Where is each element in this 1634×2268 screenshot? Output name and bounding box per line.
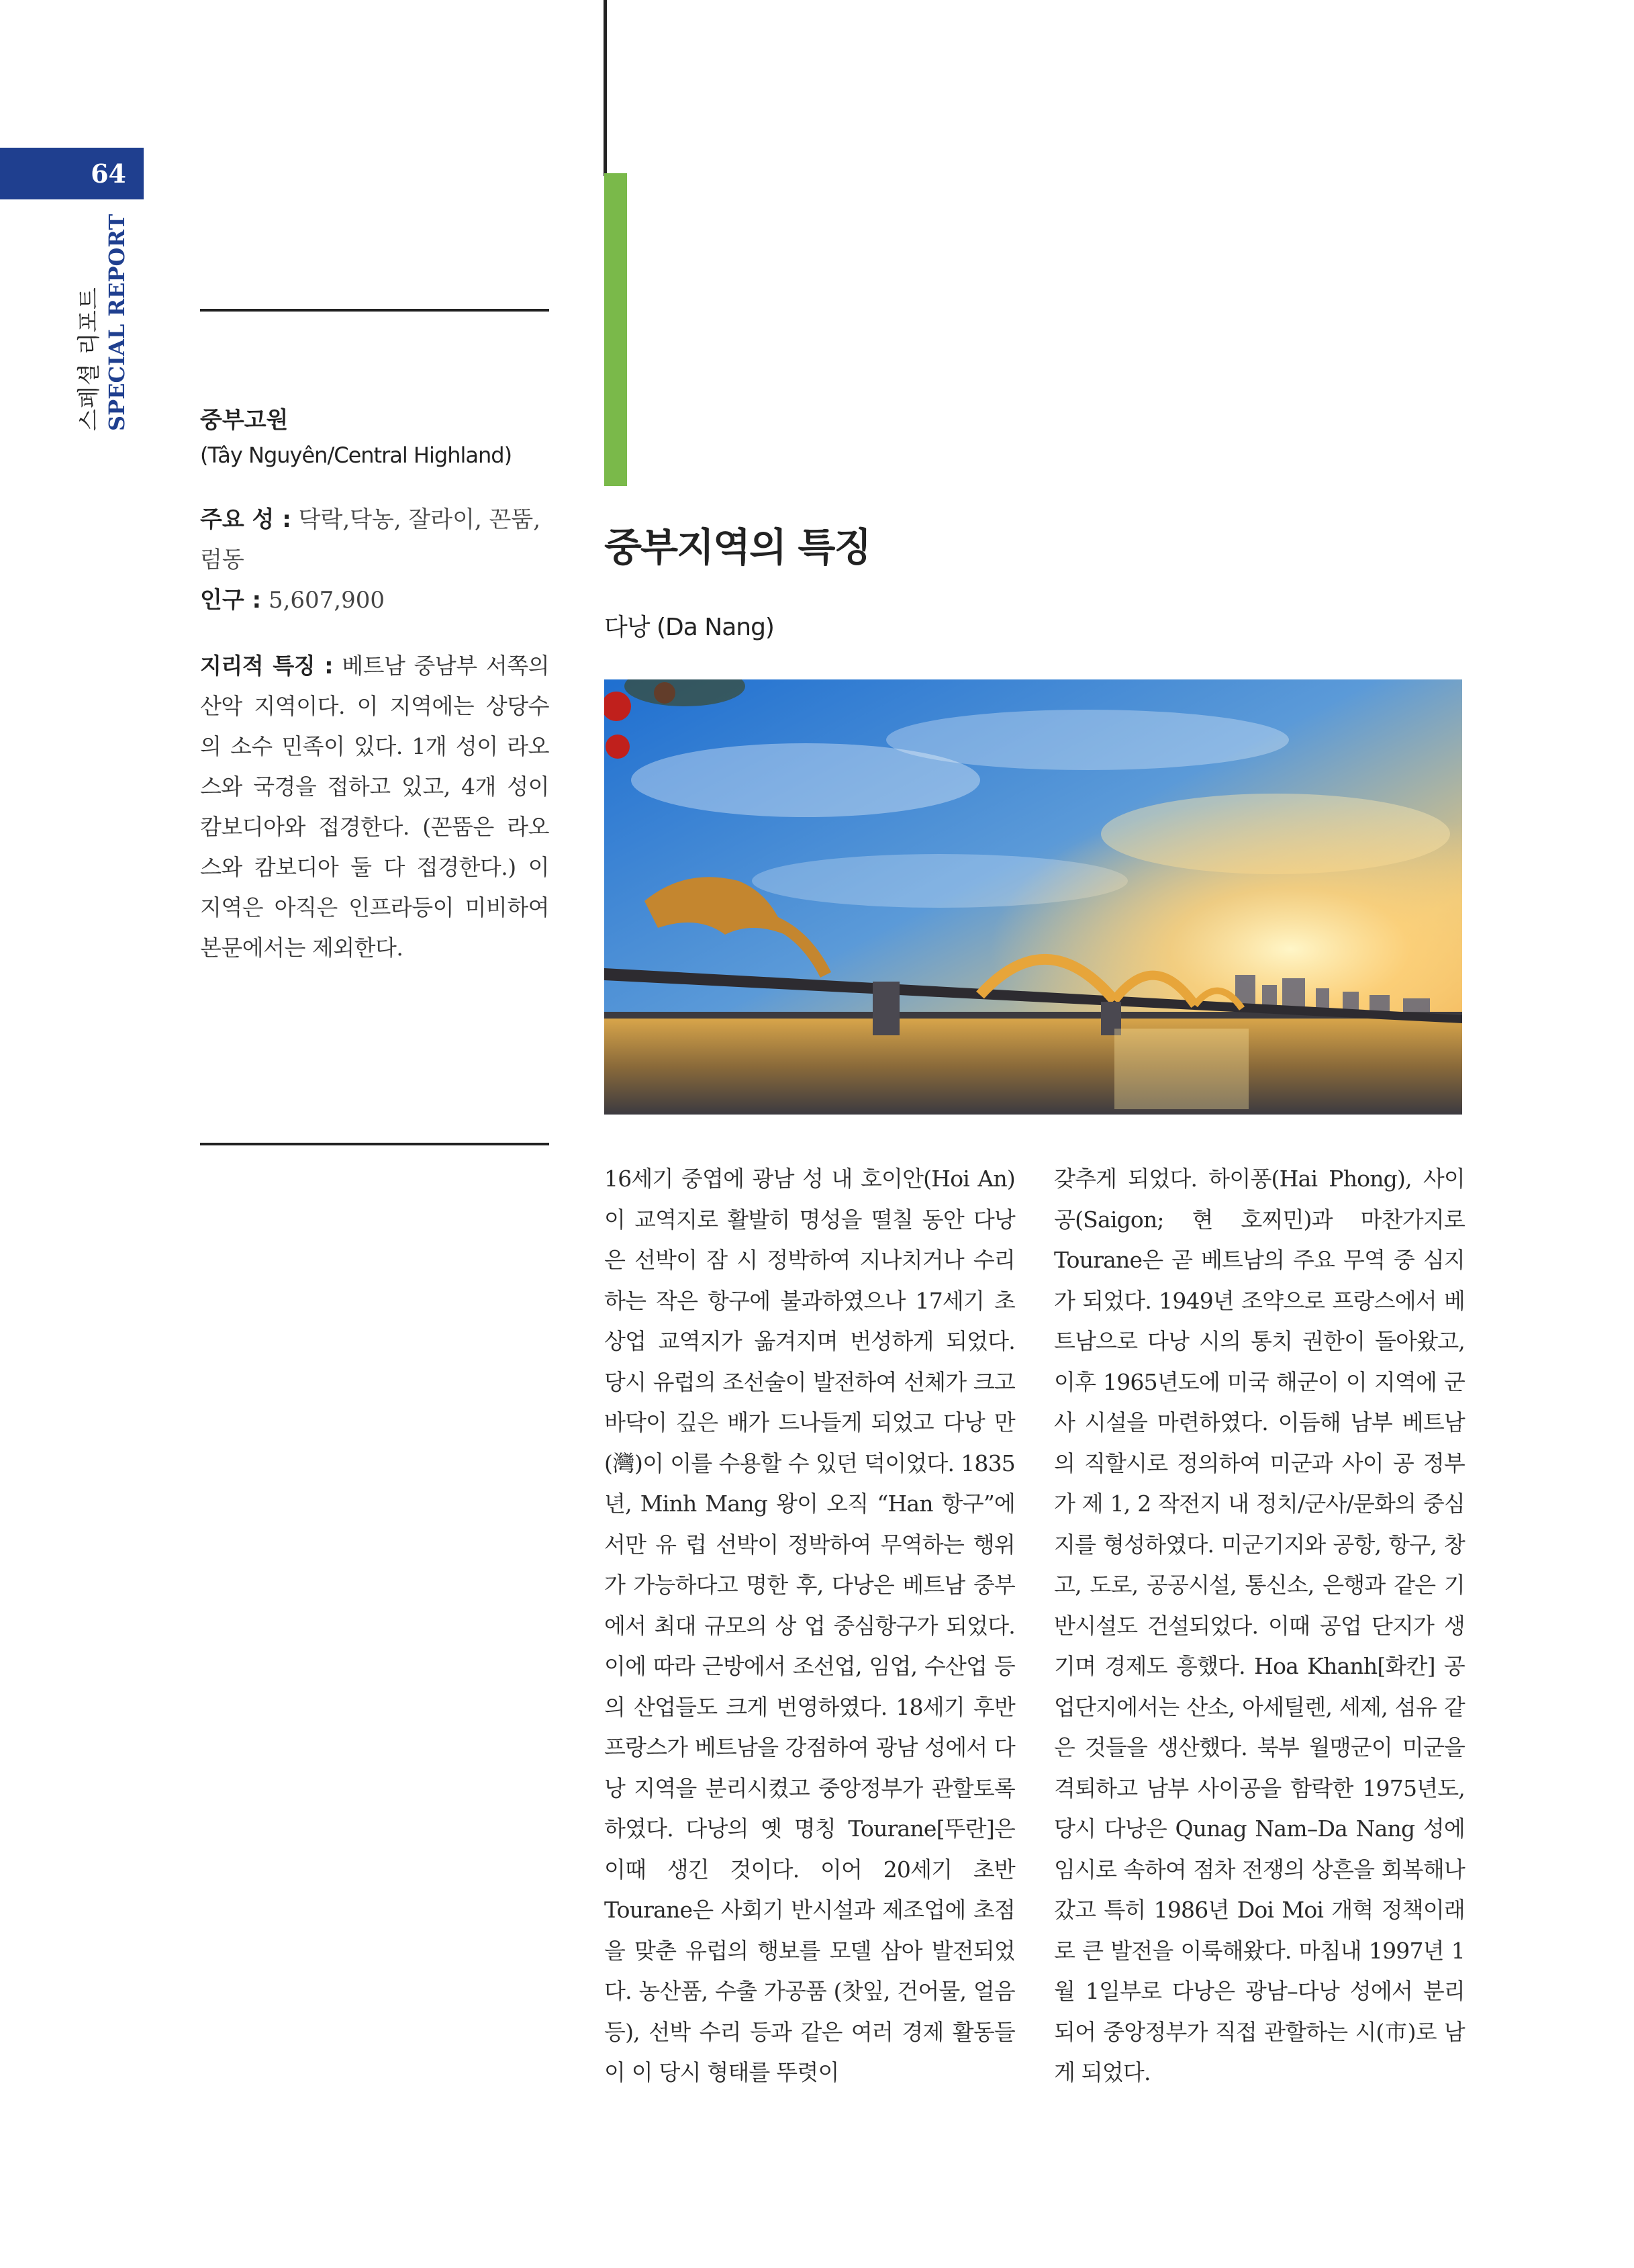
- subsection-heading: 다낭 (Da Nang): [604, 614, 774, 641]
- sidebar-top-rule: [200, 309, 549, 312]
- sidebar-subtitle: (Tây Nguyên/Central Highland): [200, 442, 512, 468]
- population-value: 5,607,900: [268, 587, 385, 614]
- population-label: 인구 :: [200, 587, 262, 614]
- body-text-left-column: 16세기 중엽에 광남 성 내 호이안(Hoi An)이 교역지로 활발히 명성을 떨칠 동안 다낭은 선박이 잠 시 정박하여 지나치거나 수리하는 작은 항구에 불과하였으나 17세기 초 상업 교역지가 옮겨지며 번성하게 되었다. 당시 유럽의 조선술이 발전하여 선체가 크고 바닥이 깊은 배가 드나들게 되었고 다낭 만(灣)이 이를 수용할 수 있던 덕이었다. 1835년, Minh Mang 왕이 오직 “Han 항구”에서만 유 럽 선박이 정박하여 무역하는 행위가 가능하다고 명한 후, 다낭은 베트남 중부에서 최대 규모의 상 업 중심항구가 되었다. 이에 따라 근방에서 조선업, 임업, 수산업 등의 산업들도 크게 번영하였다. 18세기 후반 프랑스가 베트남을 강점하여 광남 성에서 다낭 지역을 분리시켰고 중앙정부가 관할토록 하였다. 다낭의 옛 명칭 Tourane[뚜란]은 이때 생긴 것이다. 이어 20세기 초반 Tourane은 사회기 반시설과 제조업에 초점을 맞춘 유럽의 행보를 모델 삼아 발전되었다. 농산품, 수출 가공품 (찻잎, 건어물, 얼음 등), 선박 수리 등과 같은 여러 경제 활동들이 이 당시 형태를 뚜렷이: [604, 1166, 1015, 2085]
- geo-text: 베트남 중남부 서쪽의 산악 지역이다. 이 지역에는 상당수의 소수 민족이 있다. 1개 성이 라오스와 국경을 접하고 있고, 4개 성이 캄보디아와 접경한다. (꼰뚬은 라오스와 캄보디아 둘 다 접경한다.) 이 지역은 아직은 인프라등이 미비하여 본문에서는 제외한다.: [200, 653, 549, 961]
- section-heading: 중부지역의 특징: [604, 524, 871, 570]
- geo-feature: [200, 646, 549, 968]
- sidebar-title: 중부고원: [200, 407, 289, 434]
- accent-bar: [604, 173, 627, 486]
- body-text-right-column: 갖추게 되었다. 하이퐁(Hai Phong), 사이공(Saigon; 현 호찌민)과 마찬가지로 Tourane은 곧 베트남의 주요 무역 중 심지가 되었다. 1949년 조약으로 프랑스에서 베트남으로 다낭 시의 통치 권한이 돌아왔고, 이후 1965년도에 미국 해군이 이 지역에 군사 시설을 마련하였다. 이듬해 남부 베트남의 직할시로 정의하여 미군과 사이 공 정부가 제 1, 2 작전지 내 정치/군사/문화의 중심지를 형성하였다. 미군기지와 공항, 항구, 창고, 도로, 공공시설, 통신소, 은행과 같은 기반시설도 건설되었다. 이때 공업 단지가 생기며 경제도 흥했다. Hoa Khanh[화칸] 공업단지에서는 산소, 아세틸렌, 세제, 섬유 같은 것들을 생산했다. 북부 월맹군이 미군을 격퇴하고 남부 사이공을 함락한 1975년도, 당시 다낭은 Qunag Nam–Da Nang 성에 임시로 속하여 점차 전쟁의 상흔을 회복해나갔고 특히 1986년 Doi Moi 개혁 정책이래로 큰 발전을 이룩해왔다. 마침내 1997년 1월 1일부로 다낭은 광남–다낭 성에서 분리되어 중앙정부가 직접 관할하는 시(市)로 남게 되었다.: [1054, 1166, 1465, 2085]
- page-number: 64: [0, 148, 144, 199]
- dragon-bridge-photo: [604, 679, 1462, 1115]
- section-label: [75, 216, 136, 431]
- sidebar-box: [200, 403, 549, 968]
- geo-label: 지리적 특징 :: [200, 653, 333, 679]
- sidebar-facts: [200, 500, 549, 620]
- sidebar-bottom-rule: [200, 1143, 549, 1145]
- provinces-label: 주요 성 :: [200, 506, 291, 533]
- top-divider-line: [604, 0, 607, 176]
- section-label-en: SPECIAL REPORT: [104, 214, 130, 431]
- section-label-ko: 스페셜 리포트: [76, 287, 103, 431]
- provinces-value: 닥락,닥농, 잘라이, 꼰뚬, 럼동: [200, 506, 541, 573]
